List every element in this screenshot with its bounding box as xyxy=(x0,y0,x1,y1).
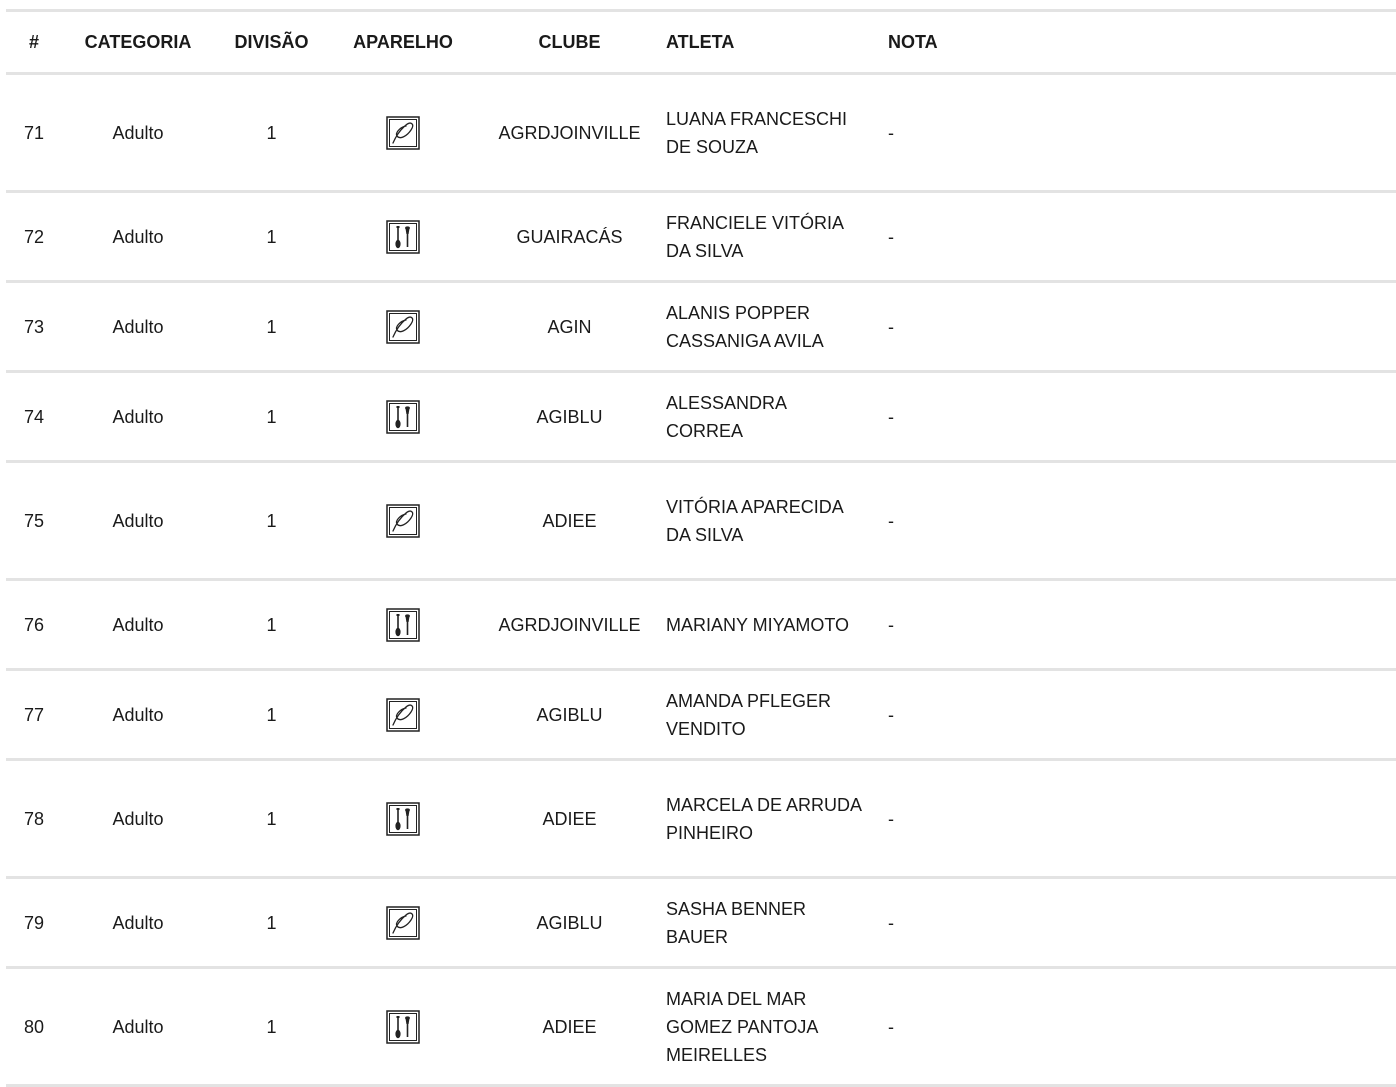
cell-club: ADIEE xyxy=(477,968,662,1086)
table-body xyxy=(6,74,1396,1086)
cell-num: 74 xyxy=(6,372,62,462)
cell-apparatus xyxy=(329,74,477,192)
header-row xyxy=(6,11,1396,74)
cell-club: AGIBLU xyxy=(477,670,662,760)
cell-score: - xyxy=(884,670,1396,760)
cell-club: ADIEE xyxy=(477,462,662,580)
athlete-name: MARCELA DE ARRUDA PINHEIRO xyxy=(666,794,862,843)
athlete-name: AMANDA PFLEGER VENDITO xyxy=(666,690,832,739)
ribbon-icon xyxy=(386,698,420,732)
table-row-79 xyxy=(6,878,1396,968)
cell-category: Adulto xyxy=(62,968,214,1086)
cell-club: AGRDJOINVILLE xyxy=(477,580,662,670)
header-division: DIVISÃO xyxy=(214,11,329,74)
clubs-icon xyxy=(386,1010,420,1044)
cell-score: - xyxy=(884,192,1396,282)
cell-club: AGRDJOINVILLE xyxy=(477,74,662,192)
ribbon-icon xyxy=(386,504,420,538)
cell-athlete xyxy=(662,878,884,968)
athlete-name: SASHA BENNER BAUER xyxy=(666,898,807,947)
header-category: CATEGORIA xyxy=(62,11,214,74)
table-row-78 xyxy=(6,760,1396,878)
cell-num: 78 xyxy=(6,760,62,878)
athlete-name: VITÓRIA APARECIDA DA SILVA xyxy=(666,496,843,545)
cell-athlete xyxy=(662,74,884,192)
cell-category: Adulto xyxy=(62,580,214,670)
cell-division: 1 xyxy=(214,74,329,192)
cell-num: 76 xyxy=(6,580,62,670)
cell-apparatus xyxy=(329,878,477,968)
cell-num: 71 xyxy=(6,74,62,192)
table-row-77 xyxy=(6,670,1396,760)
cell-num: 72 xyxy=(6,192,62,282)
cell-apparatus xyxy=(329,462,477,580)
cell-num: 79 xyxy=(6,878,62,968)
header-score: NOTA xyxy=(884,11,1396,74)
cell-division: 1 xyxy=(214,372,329,462)
clubs-icon xyxy=(386,802,420,836)
cell-club: AGIBLU xyxy=(477,372,662,462)
cell-athlete xyxy=(662,462,884,580)
cell-score: - xyxy=(884,968,1396,1086)
header-athlete: ATLETA xyxy=(662,11,884,74)
cell-num: 77 xyxy=(6,670,62,760)
cell-category: Adulto xyxy=(62,74,214,192)
table-row-71 xyxy=(6,74,1396,192)
cell-apparatus xyxy=(329,968,477,1086)
cell-division: 1 xyxy=(214,462,329,580)
cell-apparatus xyxy=(329,282,477,372)
table-row-73 xyxy=(6,282,1396,372)
athlete-name: MARIANY MIYAMOTO xyxy=(666,614,850,635)
cell-division: 1 xyxy=(214,760,329,878)
header-apparatus: APARELHO xyxy=(329,11,477,74)
cell-apparatus xyxy=(329,192,477,282)
cell-athlete xyxy=(662,760,884,878)
cell-num: 73 xyxy=(6,282,62,372)
cell-club: ADIEE xyxy=(477,760,662,878)
cell-athlete xyxy=(662,192,884,282)
cell-club: AGIBLU xyxy=(477,878,662,968)
results-table xyxy=(6,9,1396,1087)
cell-athlete xyxy=(662,372,884,462)
cell-apparatus xyxy=(329,760,477,878)
ribbon-icon xyxy=(386,906,420,940)
athlete-name: LUANA FRANCESCHI DE SOUZA xyxy=(666,108,848,157)
cell-category: Adulto xyxy=(62,192,214,282)
cell-score: - xyxy=(884,760,1396,878)
table-row-75 xyxy=(6,462,1396,580)
cell-division: 1 xyxy=(214,878,329,968)
cell-athlete xyxy=(662,670,884,760)
cell-score: - xyxy=(884,462,1396,580)
clubs-icon xyxy=(386,400,420,434)
cell-num: 80 xyxy=(6,968,62,1086)
cell-athlete xyxy=(662,282,884,372)
table-header xyxy=(6,11,1396,74)
athlete-name: ALANIS POPPER CASSANIGA AVILA xyxy=(666,302,824,351)
cell-category: Adulto xyxy=(62,878,214,968)
cell-club: AGIN xyxy=(477,282,662,372)
cell-division: 1 xyxy=(214,580,329,670)
table-row-76 xyxy=(6,580,1396,670)
cell-apparatus xyxy=(329,372,477,462)
cell-category: Adulto xyxy=(62,760,214,878)
cell-apparatus xyxy=(329,580,477,670)
cell-score: - xyxy=(884,580,1396,670)
cell-division: 1 xyxy=(214,282,329,372)
header-num: # xyxy=(6,11,62,74)
cell-apparatus xyxy=(329,670,477,760)
cell-division: 1 xyxy=(214,670,329,760)
cell-category: Adulto xyxy=(62,282,214,372)
header-club: CLUBE xyxy=(477,11,662,74)
cell-club: GUAIRACÁS xyxy=(477,192,662,282)
cell-score: - xyxy=(884,372,1396,462)
results-table-container xyxy=(6,9,1396,1087)
cell-category: Adulto xyxy=(62,372,214,462)
cell-athlete xyxy=(662,968,884,1086)
cell-category: Adulto xyxy=(62,670,214,760)
cell-division: 1 xyxy=(214,968,329,1086)
clubs-icon xyxy=(386,608,420,642)
athlete-name: MARIA DEL MAR GOMEZ PANTOJA MEIRELLES xyxy=(666,988,818,1065)
cell-score: - xyxy=(884,878,1396,968)
athlete-name: FRANCIELE VITÓRIA DA SILVA xyxy=(666,212,844,261)
ribbon-icon xyxy=(386,116,420,150)
clubs-icon xyxy=(386,220,420,254)
cell-division: 1 xyxy=(214,192,329,282)
table-row-72 xyxy=(6,192,1396,282)
cell-athlete xyxy=(662,580,884,670)
ribbon-icon xyxy=(386,310,420,344)
cell-num: 75 xyxy=(6,462,62,580)
athlete-name: ALESSANDRA CORREA xyxy=(666,392,787,441)
cell-score: - xyxy=(884,282,1396,372)
table-row-80 xyxy=(6,968,1396,1086)
table-row-74 xyxy=(6,372,1396,462)
cell-category: Adulto xyxy=(62,462,214,580)
cell-score: - xyxy=(884,74,1396,192)
